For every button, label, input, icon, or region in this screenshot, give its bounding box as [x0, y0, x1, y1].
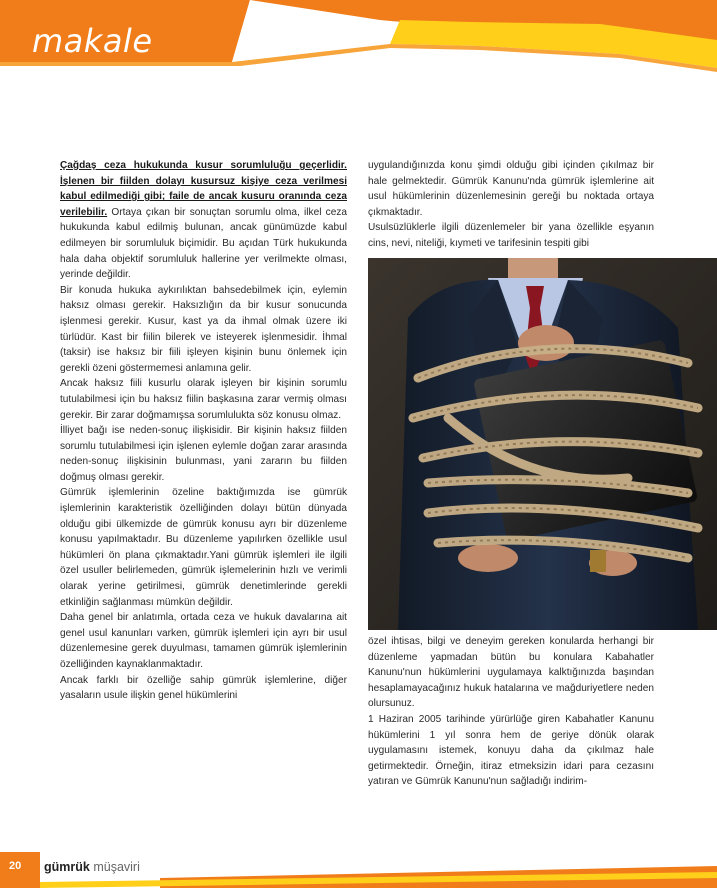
paragraph: Ancak haksız fiili kusurlu olarak işleyen bir kişinin sorumlu tutulabilmesi için bu haksız fiilin başkasına zarar vermiş olması gerekir. Bir zarar doğmamışsa sorumlulukta söz konusu olmaz.	[60, 378, 347, 421]
right-column-bottom	[368, 634, 654, 790]
paragraph: uygulandığınızda konu şimdi olduğu gibi içinden çıkılmaz bir hale gelmektedir. Gümrük Kanunu'nda gümrük işlemlerine ait usul hükümlerinin düzenlemesinin gereği bu noktada ortaya çıkmaktadır.	[368, 160, 654, 218]
lead-text: Çağdaş ceza hukukunda kusur sorumluluğu geçerlidir. İşlenen bir fiilden dolayı kusursuz kişiye ceza verilmesi kabul edilmediği gibi; faile de ancak kusuru oranında ceza verilebilir.	[60, 160, 347, 218]
paragraph: özel ihtisas, bilgi ve deneyim gereken konularda herhangi bir düzenleme yapmadan bütün bu konulara Kabahatler Kanunu'nun hükümlerini uygulamaya kalktığınızda başından hesaplamayacağınız hukuk hatalarına ve mağduriyetlere neden olursunuz.	[368, 636, 654, 710]
paragraph: 1 Haziran 2005 tarihinde yürürlüğe giren Kabahatler Kanunu hükümlerini 1 yıl sonra hem de geriye dönük olarak uygulamasını istemek, konuyu daha da çıkılmaz hale getirmektedir. Örneğin, itiraz etmeksizin idari para cezasını yatıran ve Gümrük Kanunu'nun sağladığı indirim-	[368, 713, 654, 788]
paragraph: Daha genel bir anlatımla, ortada ceza ve hukuk davalarına ait genel usul kanunları varken, gümrük işlemleri için ayrı bir usul düzenlemesine gerek duyulması, tamamen gümrük işlemlerinin özelliğinden kaynaklanmaktadır.	[60, 612, 347, 670]
right-column-top	[368, 158, 654, 252]
paragraph: Bir konuda hukuka aykırılıktan bahsedebilmek için, eylemin haksız olması gerekir. Haksızlığın da bir kusur sonucunda işlenmesi gerekir. Kusur, kast ya da ihmal olmak üzere iki türlüdür. Kast bir fiilin bilerek ve isteyerek işlenmesidir. İhmal (taksir) ise haksız bir fiili işleyen kişinin bunu önlemek için gerekli özeni göstermemesi anlamına gelir.	[60, 284, 347, 374]
paragraph-text: Ortaya çıkan bir sonuçtan sorumlu olma, ilkel ceza hukukunda kabul edilmiş bulunan, ancak günümüzde kabul edilmeyen bir sorumluluk biçimidir. Bu açıdan Türk hukukunda hala daha objektif sorumluluk hallerine yer verilmekte olması, yerinde değildir.	[60, 206, 347, 281]
paragraph: Ancak farklı bir özelliğe sahip gümrük işlemlerine, diğer yasaların usule ilişkin genel hükümlerini	[60, 674, 347, 702]
article-photo	[368, 258, 717, 630]
paragraph	[60, 158, 347, 283]
paragraph: İlliyet bağı ise neden-sonuç ilişkisidir. Bir kişinin haksız fiilden sorumlu tutulabilmesi için işlenen eylemle doğan zarar arasında neden-sonuç ilişkisinin bulunması, yani zararın bu fiilden doğmuş olması gerekir.	[60, 425, 347, 483]
left-column	[60, 158, 347, 704]
page-number: 20	[9, 860, 22, 872]
paragraph: Gümrük işlemlerinin özeline baktığımızda ise gümrük işlemlerinin karakteristik özelliğinden dolayı bütün dünyada olduğu gibi ülkemizde de gümrük konusu ayrı bir düzenleme konusu yapılmaktadır. Bu düzenleme yapılırken özellikle usul hükümleri ön plana çıkmaktadır.Yani gümrük işlemleri ile ilgili özel usuller belirlemeden, gümrük işlemelerinin hızlı ve verimli olarak yerine getirilmesi, gümrük denetimlerinde gerekli etkinliğin sağlanması mümkün değildir.	[60, 487, 347, 608]
header-banner	[0, 0, 717, 82]
magazine-name-bold: gümrük	[44, 860, 90, 874]
section-title: makale	[32, 22, 153, 60]
photo-illustration	[368, 258, 717, 630]
magazine-name-light: müşaviri	[93, 860, 140, 874]
paragraph: Usulsüzlüklerle ilgili düzenlemeler bir yana özellikle eşyanın cins, nevi, niteliği, kıymeti ve tarifesinin tespiti gibi	[368, 222, 654, 249]
magazine-name	[44, 860, 140, 874]
